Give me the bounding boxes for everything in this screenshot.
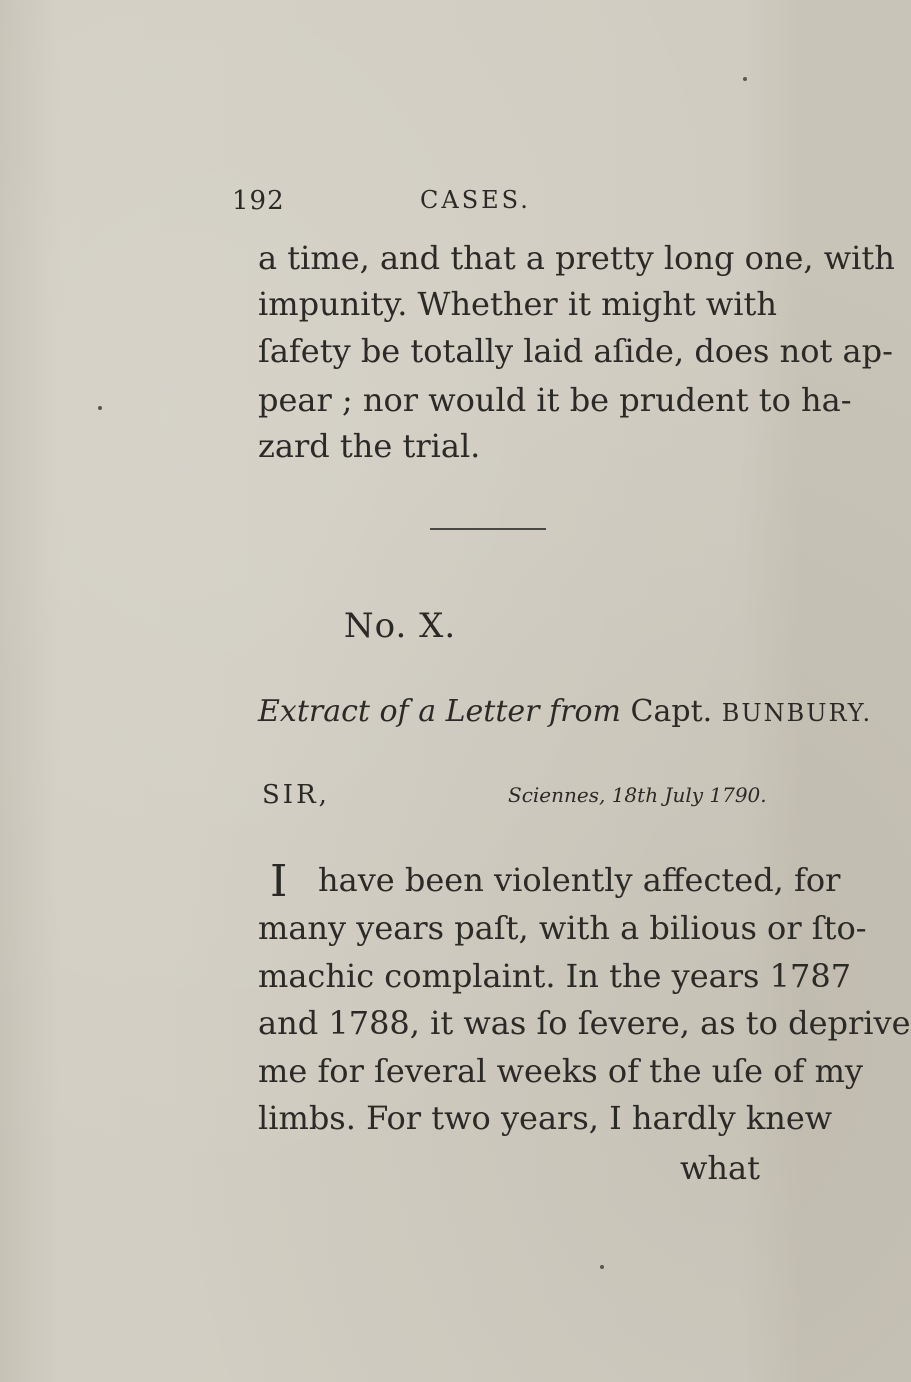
letter-line: and 1788, it was ſo ſevere, as to deprive <box>258 1004 911 1042</box>
drop-cap: I <box>270 856 288 907</box>
letter-line: limbs. For two years, I hardly knew <box>258 1099 833 1137</box>
paper-speck <box>743 77 747 81</box>
body-line: pear ; nor would it be prudent to ha- <box>258 381 852 419</box>
body-line: impunity. Whether it might with <box>258 285 777 323</box>
paper-speck <box>600 1265 604 1269</box>
letter-line: machic complaint. In the years 1787 <box>258 957 852 995</box>
extract-prefix: Extract of a Letter from <box>258 694 621 729</box>
salutation: SIR, <box>262 780 330 810</box>
extract-heading <box>258 692 873 733</box>
extract-name: BUNBURY. <box>721 699 873 727</box>
page-header <box>232 186 772 226</box>
letter-line: me for ſeveral weeks of the uſe of my <box>258 1052 863 1090</box>
running-head: CASES. <box>420 186 531 214</box>
body-line: a time, and that a pretty long one, with <box>258 239 895 277</box>
section-divider-rule <box>430 528 546 530</box>
body-line: ſafety be totally laid aſide, does not ap- <box>258 332 893 370</box>
catchword: what <box>680 1149 760 1187</box>
paper-speck <box>98 406 102 410</box>
section-number-heading: No. X. <box>343 606 457 646</box>
letter-line: have been violently affected, for <box>318 861 841 899</box>
dateline: Sciennes, 18th July 1790. <box>508 783 767 807</box>
page-number: 192 <box>232 186 285 216</box>
body-line: zard the trial. <box>258 427 481 465</box>
extract-title: Capt. <box>630 694 713 729</box>
letter-line: many years paſt, with a bilious or ſto- <box>258 909 867 947</box>
